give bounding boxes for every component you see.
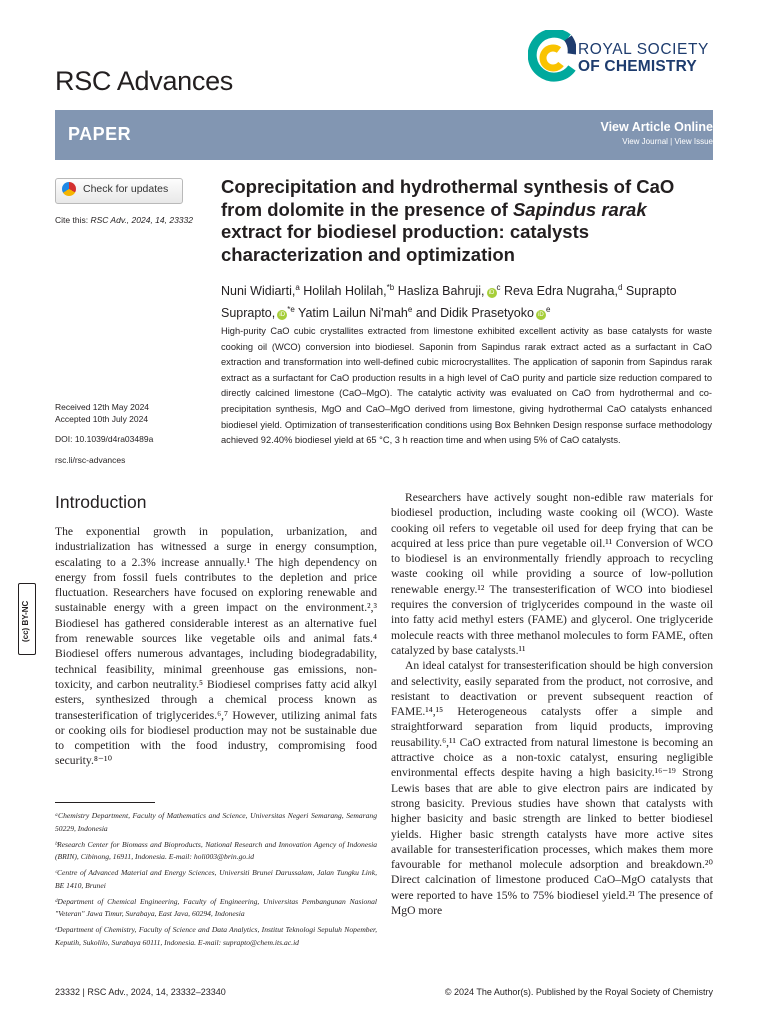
author: and Didik Prasetyoko xyxy=(415,305,534,320)
footnote: ᵃChemistry Department, Faculty of Mathematics and Science, Universitas Negeri Semarang, Semarang 50229, Indonesia xyxy=(55,811,377,833)
footnote-rule xyxy=(55,802,155,803)
body-paragraph: Researchers have actively sought non-edible raw materials for biodiesel production, including waste cooking oil (WCO). Waste cooking oil refers to vegetable oil used for deep frying that can be acquired at less price than pure vegetable oil.¹¹ Conversion of WCO to biodiesel is an environmentally friendly approach to recycling waste cooking oil while providing a source of low-pollution renewable energy.¹² The transesterification of WCO into biodiesel requires the conversion of triglycerides compound in the waste oil into fatty acid methyl esters (FAME) and glycerol. One triglyceride molecule reacts with three methanol molecules to form FAME, often catalyzed by base catalysts.¹¹ xyxy=(391,491,713,657)
author: Nuni Widiarti, xyxy=(221,284,296,299)
author-list xyxy=(221,279,701,322)
footnote: ᵉDepartment of Chemistry, Faculty of Science and Data Analytics, Institut Teknologi Sepuluh Nopember, Keputih, Sukolilo, Surabaya 60111, Indonesia. E-mail: suprapto@chem.its.ac.id xyxy=(55,925,377,947)
orcid-icon[interactable]: iD xyxy=(487,288,497,298)
check-for-updates-label: Check for updates xyxy=(83,183,169,195)
orcid-icon[interactable]: iD xyxy=(536,310,546,320)
affiliation-footnotes xyxy=(55,810,377,953)
publisher-name-line1: ROYAL SOCIETY xyxy=(578,41,709,58)
author-affiliation-marker: *e xyxy=(287,304,295,314)
article-type-banner xyxy=(55,110,713,160)
license-label: (cc) BY-NC xyxy=(21,600,30,642)
section-heading: Introduction xyxy=(55,492,147,512)
accepted-date: Accepted 10th July 2024 xyxy=(55,414,149,424)
title-italic: Sapindus rarak xyxy=(512,198,647,220)
footnote: ᵈDepartment of Chemical Engineering, Faculty of Engineering, Universitas Pembangunan Nasional "Veteran" Jawa Timur, Surabaya, East Java, 60294, Indonesia xyxy=(55,896,377,918)
page-footer-copyright: © 2024 The Author(s). Published by the Royal Society of Chemistry xyxy=(444,987,713,997)
author-affiliation-marker: a xyxy=(295,283,300,292)
view-issue-link[interactable]: View Issue xyxy=(674,137,713,146)
footnote: ᶜCentre of Advanced Material and Energy Sciences, Universiti Brunei Darussalam, Jalan Tungku Link, BE 1410, Brunei xyxy=(55,868,377,890)
citation xyxy=(55,215,193,225)
author-affiliation-marker: *b xyxy=(386,283,395,292)
body-paragraph: An ideal catalyst for transesterification should be high conversion and selectivity, easily separated from the product, not corrosive, and resistant to deactivation or prevent subsequent reaction of FAME.¹⁴,¹⁵ Heterogeneous catalysts offer a simple and straightforward separation from liquid products, improving reusability.⁶,¹¹ CaO extracted from natural limestone is becoming an attractive choice as a non-toxic catalyst, ensuring negligible environmental effects despite having a high basicity.¹⁶⁻¹⁹ Strong Lewis bases that are able to give electron pairs are indicated by strong basicity. Previous studies have shown that catalysts with higher basicity and basic strength are linked to better biodiesel yields. Higher basic strength catalysts have more active sites available for transesterification processes, which makes them more favourable for methanol molecule adsorption and breakdown.²⁰ Direct calcination of limestone produced CaO–MgO catalysts that were reported to have 15% to 75% biodiesel yield.²¹ The presence of MgO more xyxy=(391,659,713,918)
author: Reva Edra Nugraha, xyxy=(504,284,618,299)
intro-paragraph: The exponential growth in population, urbanization, and industrialization has witnessed a surge in energy consumption, escalating to a 2.3% increase annually.¹ The high dependency on energy from fossil fuels contributes to the depletion and price fluctuation. Researchers have focused on exploring renewable and sustainable energy with a green impact on the environment.²,³ Biodiesel has gathered considerable interest as an alternative fuel from renewable sources like vegetable oils and animal fats.⁴ Biodiesel offers numerous advantages, including biodegradability, technical feasibility, minimal greenhouse gas emissions, non-toxicity, and carbon neutrality.⁵ Biodiesel comprises fatty acid alkyl esters, synthesized through a chemical process known as transesterification of triglycerides.⁶,⁷ However, utilizing animal fats or cooking oils for biodiesel production may not be sustainable due to competition with the food industry, compromising food security.⁸⁻¹⁰ xyxy=(55,525,377,768)
title-part2: extract for biodiesel production: catalysts characterization and optimization xyxy=(221,221,590,265)
author: Yatim Lailun Ni'mah xyxy=(298,305,408,320)
author-affiliation-marker: d xyxy=(617,283,623,292)
author: Hasliza Bahruji, xyxy=(397,284,485,299)
article-type-label: PAPER xyxy=(68,124,132,144)
author-affiliation-marker: e xyxy=(545,304,551,314)
view-article-online-link[interactable]: View Article Online xyxy=(600,120,713,134)
orcid-icon[interactable]: iD xyxy=(277,310,287,320)
page-footer-citation: 23332 | RSC Adv., 2024, 14, 23332–23340 xyxy=(55,987,226,997)
doi[interactable]: DOI: 10.1039/d4ra03489a xyxy=(55,434,154,444)
author: Suprapto Suprapto, xyxy=(221,284,677,320)
view-links: View Journal | View Issue xyxy=(622,137,713,146)
received-date: Received 12th May 2024 xyxy=(55,402,150,412)
body-column-right xyxy=(391,490,713,918)
author-affiliation-marker: e xyxy=(407,304,413,314)
author-affiliation-marker: c xyxy=(496,283,501,292)
dates xyxy=(55,401,149,425)
article-title xyxy=(221,176,701,266)
footnote: ᵇResearch Center for Biomass and Bioproducts, National Research and Innovation Agency of Indonesia (BRIN), Cibinong, 16911, Indonesia. E-mail: holi003@brin.go.id xyxy=(55,839,377,861)
journal-link[interactable]: rsc.li/rsc-advances xyxy=(55,455,126,465)
cite-reference: RSC Adv., 2024, 14, 23332 xyxy=(90,215,193,225)
abstract: High-purity CaO cubic crystallites extracted from limestone exhibited excellent activity as base catalysts for waste cooking oil (WCO) conversion into biodiesel. Saponin from Sapindus rarak extract acted as a surfactant in CaO extraction and transformation into well-defined cubic microcrystallites. The application of saponin from Sapindus rarak extract as a surfactant for CaO production results in a high level of CaO purity and particle size reduction compared to directly calcined limestone (CaO–MgO). The catalytic activity was evaluated on CaO from hydrothermal and co-precipitation synthesis, MgO and CaO–MgO derived from limestone, giving hydrothermal CaO catalysts enhanced biodiesel yield. Optimization of transesterification conditions using Box Behnken Design response surface methodology achieved 92.40% biodiesel yield at 65 °C, 3 h reaction time and when using 5% of CaO catalysts. xyxy=(221,326,712,446)
cite-prefix: Cite this: xyxy=(55,215,91,225)
view-journal-link[interactable]: View Journal xyxy=(622,137,668,146)
journal-name: RSC Advances xyxy=(55,66,233,96)
title-part1: Coprecipitation and hydrothermal synthesis of CaO from dolomite in the presence of xyxy=(221,176,675,220)
check-updates-icon xyxy=(62,182,76,196)
author: Holilah Holilah, xyxy=(303,284,387,299)
rsc-logo-icon xyxy=(528,30,576,82)
publisher-name-line2: OF CHEMISTRY xyxy=(578,58,697,75)
body-column-left xyxy=(55,524,377,769)
